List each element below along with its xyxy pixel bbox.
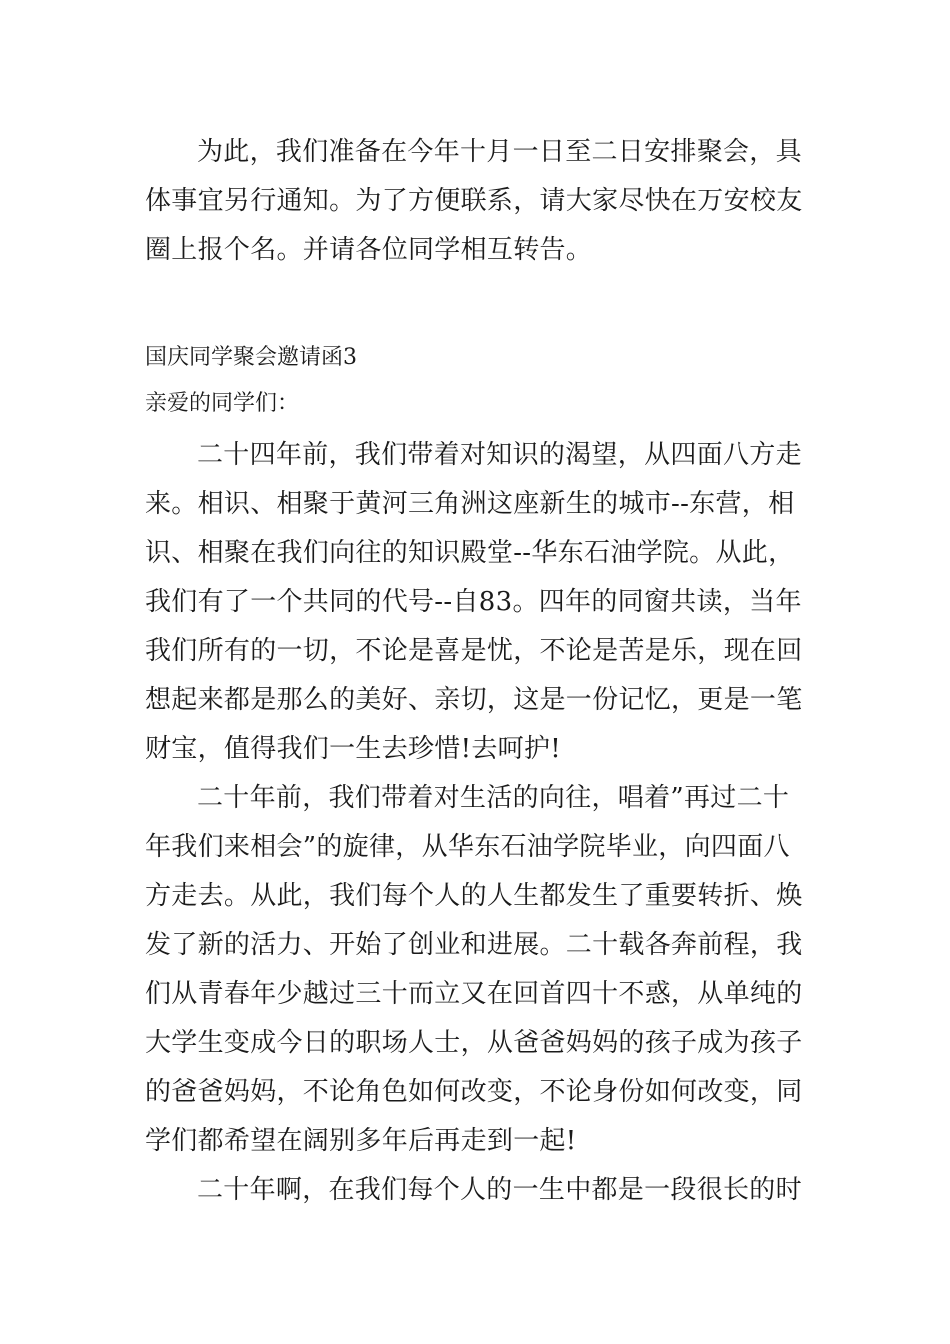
paragraph-line: 我们有了一个共同的代号--自83。四年的同窗共读，当年 [145,587,802,617]
paragraph-line: 体事宜另行通知。为了方便联系，请大家尽快在万安校友 [145,186,803,216]
section-spacer [145,275,810,335]
paragraph-line: 的爸爸妈妈，不论角色如何改变，不论身份如何改变，同 [145,1077,803,1107]
paragraph-line: 年我们来相会”的旋律，从华东石油学院毕业，向四面八 [145,832,790,862]
greeting: 亲爱的同学们： [145,391,300,416]
paragraph-line: 发了新的活力、开始了创业和进展。二十载各奔前程，我 [145,930,803,960]
paragraph-twenty-four-years-ago [145,431,810,774]
document-body [145,128,810,1215]
paragraph-line: 想起来都是那么的美好、亲切，这是一份记忆，更是一笔 [145,685,803,715]
paragraph-line: 识、相聚在我们向往的知识殿堂--华东石油学院。从此， [145,538,795,568]
paragraph-twenty-years-reflection [145,1166,810,1215]
paragraph-line: 财宝，值得我们一生去珍惜!去呵护! [145,734,561,764]
paragraph-line: 学们都希望在阔别多年后再走到一起! [145,1126,577,1156]
paragraph-twenty-years-ago [145,774,810,1166]
paragraph-line: 们从青春年少越过三十而立又在回首四十不惑，从单纯的 [145,979,803,1009]
paragraph-event-notice [145,128,810,275]
paragraph-line: 二十年前，我们带着对生活的向往，唱着”再过二十 [197,783,790,813]
paragraph-line: 来。相识、相聚于黄河三角洲这座新生的城市--东营，相 [145,489,795,519]
paragraph-line: 圈上报个名。并请各位同学相互转告。 [145,235,593,265]
paragraph-line: 方走去。从此，我们每个人的人生都发生了重要转折、焕 [145,881,803,911]
paragraph-line: 二十年啊，在我们每个人的一生中都是一段很长的时 [197,1175,802,1205]
paragraph-line: 我们所有的一切，不论是喜是忧，不论是苦是乐，现在回 [145,636,803,666]
paragraph-line: 为此，我们准备在今年十月一日至二日安排聚会，具 [197,137,802,167]
section-heading: 国庆同学聚会邀请函3 [145,345,357,370]
paragraph-line: 大学生变成今日的职场人士，从爸爸妈妈的孩子成为孩子 [145,1028,803,1058]
paragraph-line: 二十四年前，我们带着对知识的渴望，从四面八方走 [197,440,802,470]
